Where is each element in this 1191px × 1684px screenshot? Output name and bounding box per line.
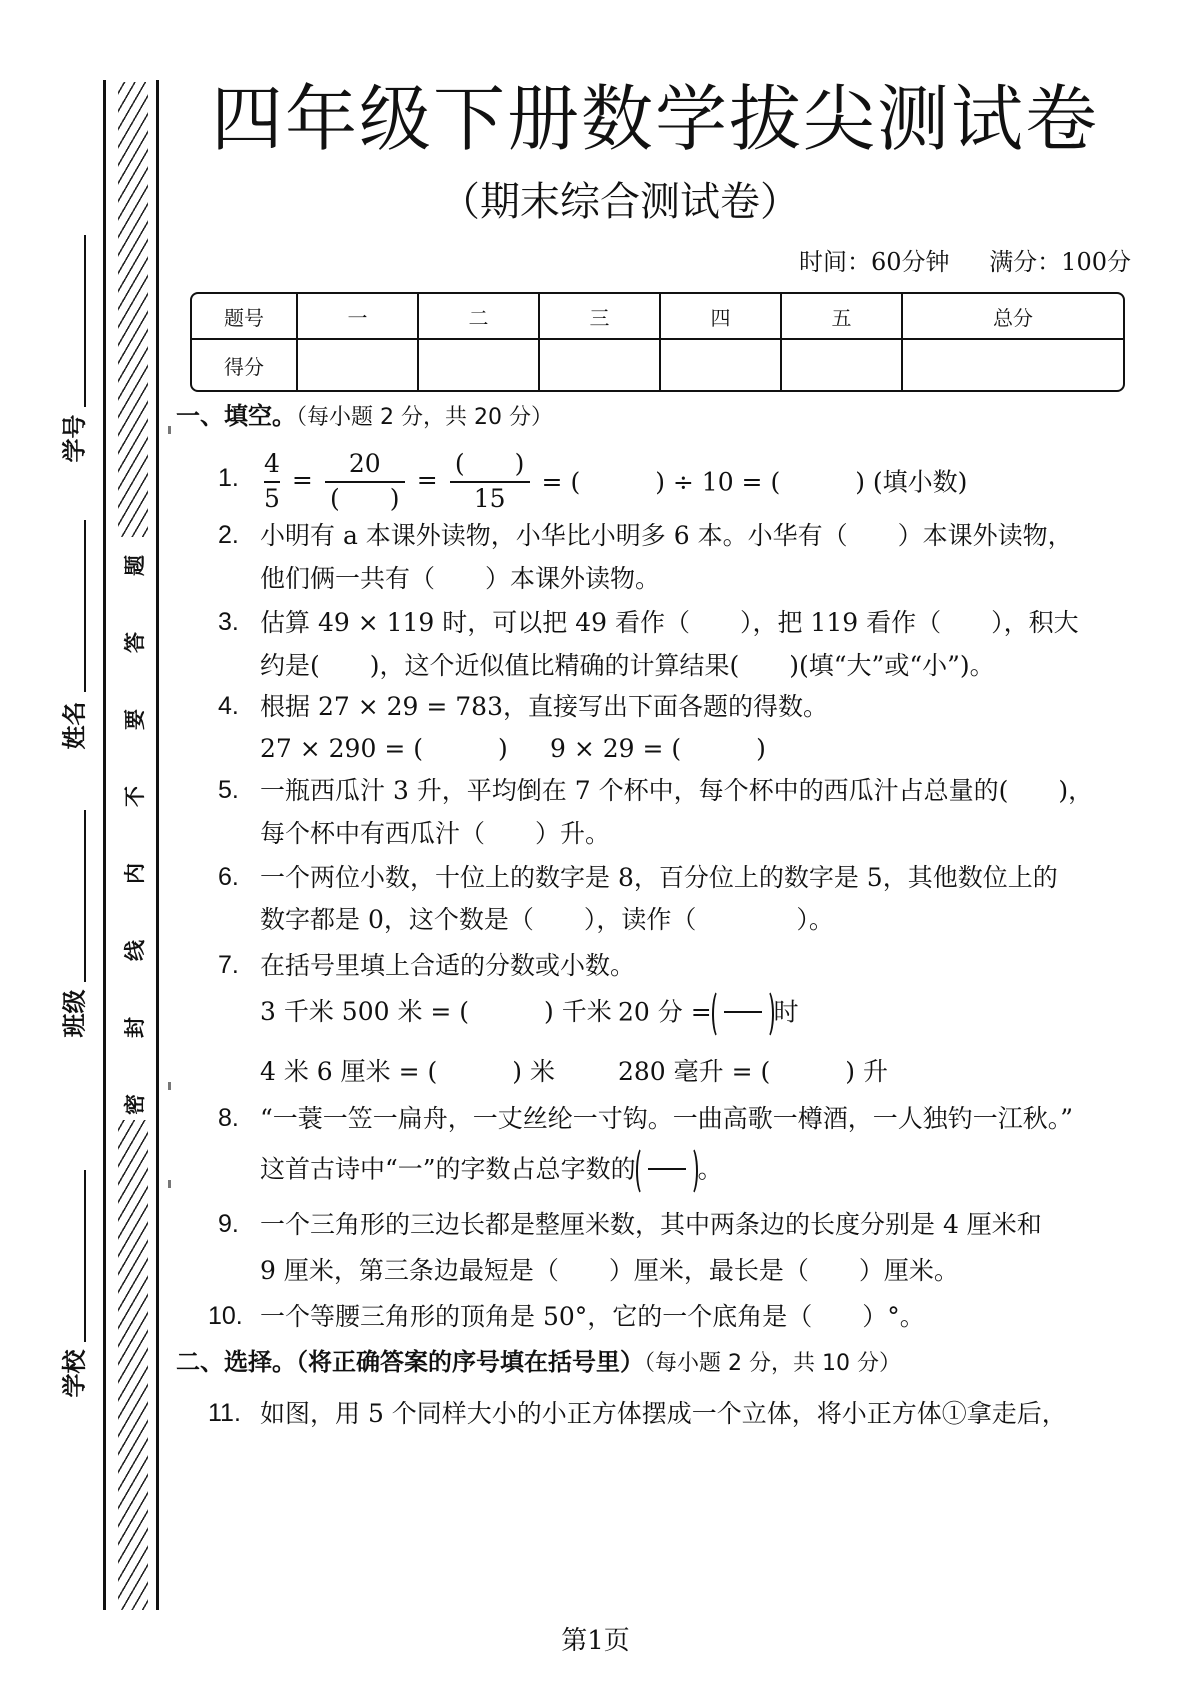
- margin-tick: [168, 426, 171, 434]
- col-3: 三: [540, 294, 661, 340]
- score-table-score-row: [192, 340, 1123, 390]
- row-label-score: 得分: [192, 340, 298, 390]
- question-text: 一个三角形的三边长都是整厘米数，其中两条边的长度分别是 4 厘米和: [260, 1210, 1042, 1239]
- page-number: 第1页: [561, 1626, 630, 1656]
- margin-tick: [168, 1082, 171, 1090]
- warning-char: 不: [122, 786, 147, 807]
- question-text[interactable]: 每个杯中有西瓜汁（ ）升。: [260, 819, 611, 848]
- fraction-bar: [325, 481, 405, 483]
- answer-blank[interactable]: ( ): [329, 483, 400, 513]
- section-1-title: 一、填空。: [176, 402, 296, 430]
- sub-question-b: [618, 989, 799, 1035]
- warning-char: 要: [122, 709, 147, 730]
- question-number: 7.: [218, 951, 239, 979]
- section-2-heading: [176, 1349, 1121, 1375]
- score-cell-total[interactable]: [903, 340, 1123, 390]
- col-2: 二: [419, 294, 540, 340]
- exam-meta: [799, 242, 1131, 277]
- margin-tick: [168, 1180, 171, 1188]
- seal-line-warning: [118, 555, 152, 1115]
- question-text[interactable]: 约是( )，这个近似值比精确的计算结果( )(填“大”或“小”)。: [260, 651, 995, 680]
- row-label-question-no: 题号: [192, 294, 298, 340]
- school-field[interactable]: [52, 1170, 92, 1410]
- question-text: 在括号里填上合适的分数或小数。: [260, 951, 636, 980]
- binding-border-left: [103, 80, 106, 1610]
- question-text[interactable]: 小明有 a 本课外读物，小华比小明多 6 本。小华有（ ）本课外读物，: [260, 521, 1073, 550]
- class-label: 班级: [60, 989, 89, 1038]
- section-1-note: （每小题 2 分，共 20 分）: [296, 405, 553, 430]
- score-cell-3[interactable]: [540, 340, 661, 390]
- fraction: [325, 450, 405, 514]
- score-cell-1[interactable]: [298, 340, 419, 390]
- binding-hatch-top: [118, 82, 148, 537]
- binding-border-right: [156, 80, 159, 1610]
- fraction-bar: [724, 1011, 762, 1013]
- section-1-heading: [176, 403, 1121, 429]
- student-name-underline: [84, 520, 86, 692]
- question-1: [188, 449, 1133, 513]
- sub-question-a[interactable]: 27 × 290 = ( ): [260, 734, 508, 763]
- question-text: 一个两位小数，十位上的数字是 8，百分位上的数字是 5，其他数位上的: [260, 863, 1058, 892]
- question-number: 5.: [218, 776, 239, 804]
- question-number: 3.: [218, 608, 239, 636]
- warning-char: 内: [122, 863, 147, 884]
- score-cell-5[interactable]: [782, 340, 903, 390]
- warning-char: 线: [122, 940, 147, 961]
- section-2-note: （每小题 2 分，共 10 分）: [644, 1351, 901, 1376]
- school-underline: [84, 1170, 86, 1342]
- class-field[interactable]: [52, 810, 92, 1050]
- punctuation: 。: [697, 1154, 723, 1184]
- full-score: 满分：100分: [989, 248, 1131, 276]
- unit-label: 时: [773, 997, 799, 1027]
- warning-char: 题: [122, 555, 147, 576]
- fraction-blank[interactable]: [636, 1146, 698, 1192]
- score-cell-2[interactable]: [419, 340, 540, 390]
- question-number: 6.: [218, 863, 239, 891]
- sub-question-c[interactable]: 4 米 6 厘米 = ( ) 米: [260, 1057, 555, 1086]
- score-table-header-row: [192, 294, 1123, 340]
- sub-question-a[interactable]: 3 千米 500 米 = ( ) 千米: [260, 997, 612, 1026]
- question-number: 11.: [208, 1399, 241, 1427]
- question-number: 1.: [218, 464, 239, 492]
- question-number: 8.: [218, 1104, 239, 1132]
- time-limit: 时间：60分钟: [799, 248, 950, 276]
- question-text: “一蓑一笠一扁舟，一丈丝纶一寸钩。一曲高歌一樽酒，一人独钓一江秋。”: [260, 1104, 1074, 1133]
- class-underline: [84, 810, 86, 982]
- school-label: 学校: [60, 1349, 89, 1398]
- question-text: $\frac{4}{5}$ = $\frac{20}{( )}$ = $\frac{( )}{15}$ = ( ) ÷ 10 = ( ) (填小数): [264, 449, 968, 513]
- numerator: 20: [348, 449, 381, 478]
- student-name-label: 姓名: [60, 701, 89, 750]
- question-number: 2.: [218, 521, 239, 549]
- question-text[interactable]: 一个等腰三角形的顶角是 50°，它的一个底角是（ ）°。: [260, 1302, 925, 1331]
- score-table: [190, 292, 1125, 392]
- fraction-bar: [648, 1168, 686, 1170]
- student-name-field[interactable]: [52, 520, 92, 760]
- fraction: [264, 450, 280, 514]
- section-2-title: 二、选择。（将正确答案的序号填在括号里）: [176, 1348, 644, 1376]
- answer-blank-line[interactable]: = ( ) ÷ 10 = ( ) (填小数): [541, 467, 968, 497]
- question-number: 10.: [208, 1302, 243, 1330]
- warning-char: 答: [122, 632, 147, 653]
- question-text: 根据 27 × 29 = 783，直接写出下面各题的得数。: [260, 692, 828, 721]
- warning-char: 封: [122, 1017, 147, 1038]
- col-1: 一: [298, 294, 419, 340]
- question-text[interactable]: 9 厘米，第三条边最短是（ ）厘米，最长是（ ）厘米。: [260, 1256, 959, 1285]
- binding-hatch-bottom: [118, 1120, 148, 1610]
- student-id-field[interactable]: [52, 235, 92, 475]
- question-text[interactable]: 估算 49 × 119 时，可以把 49 看作（ ），把 119 看作（ ），积大: [260, 608, 1079, 637]
- answer-blank[interactable]: ( ): [454, 449, 525, 478]
- col-4: 四: [661, 294, 782, 340]
- warning-char: 密: [122, 1094, 147, 1115]
- question-number: 9.: [218, 1210, 239, 1238]
- col-5: 五: [782, 294, 903, 340]
- score-cell-4[interactable]: [661, 340, 782, 390]
- denominator: 15: [473, 483, 506, 513]
- numerator: 4: [264, 449, 280, 478]
- fraction-blank[interactable]: [712, 989, 774, 1035]
- exam-title: 四年级下册数学拔尖测试卷: [210, 77, 1099, 161]
- fraction-bar: [264, 481, 280, 483]
- col-total: 总分: [903, 294, 1123, 340]
- question-text: 如图，用 5 个同样大小的小正方体摆成一个立体，将小正方体①拿走后，: [260, 1399, 1067, 1428]
- question-text: [260, 1146, 723, 1192]
- question-text-prefix: 这首古诗中“一”的字数占总字数的: [260, 1154, 636, 1184]
- student-id-label: 学号: [60, 414, 89, 463]
- fraction-bar: [450, 481, 530, 483]
- question-text[interactable]: 数字都是 0，这个数是（ ），读作（ ）。: [260, 905, 834, 934]
- question-text[interactable]: 一瓶西瓜汁 3 升，平均倒在 7 个杯中，每个杯中的西瓜汁占总量的( )，: [260, 776, 1094, 805]
- sub-question-b[interactable]: 9 × 29 = ( ): [550, 734, 766, 763]
- sub-question-d[interactable]: 280 毫升 = ( ) 升: [618, 1057, 888, 1086]
- exam-subtitle: （期末综合测试卷）: [440, 179, 800, 225]
- student-id-underline: [84, 235, 86, 407]
- denominator: 5: [264, 483, 280, 513]
- question-text[interactable]: 他们俩一共有（ ）本课外读物。: [260, 564, 661, 593]
- question-number: 4.: [218, 692, 239, 720]
- fraction: [450, 450, 530, 514]
- sub-question-text: 20 分 =: [618, 997, 712, 1027]
